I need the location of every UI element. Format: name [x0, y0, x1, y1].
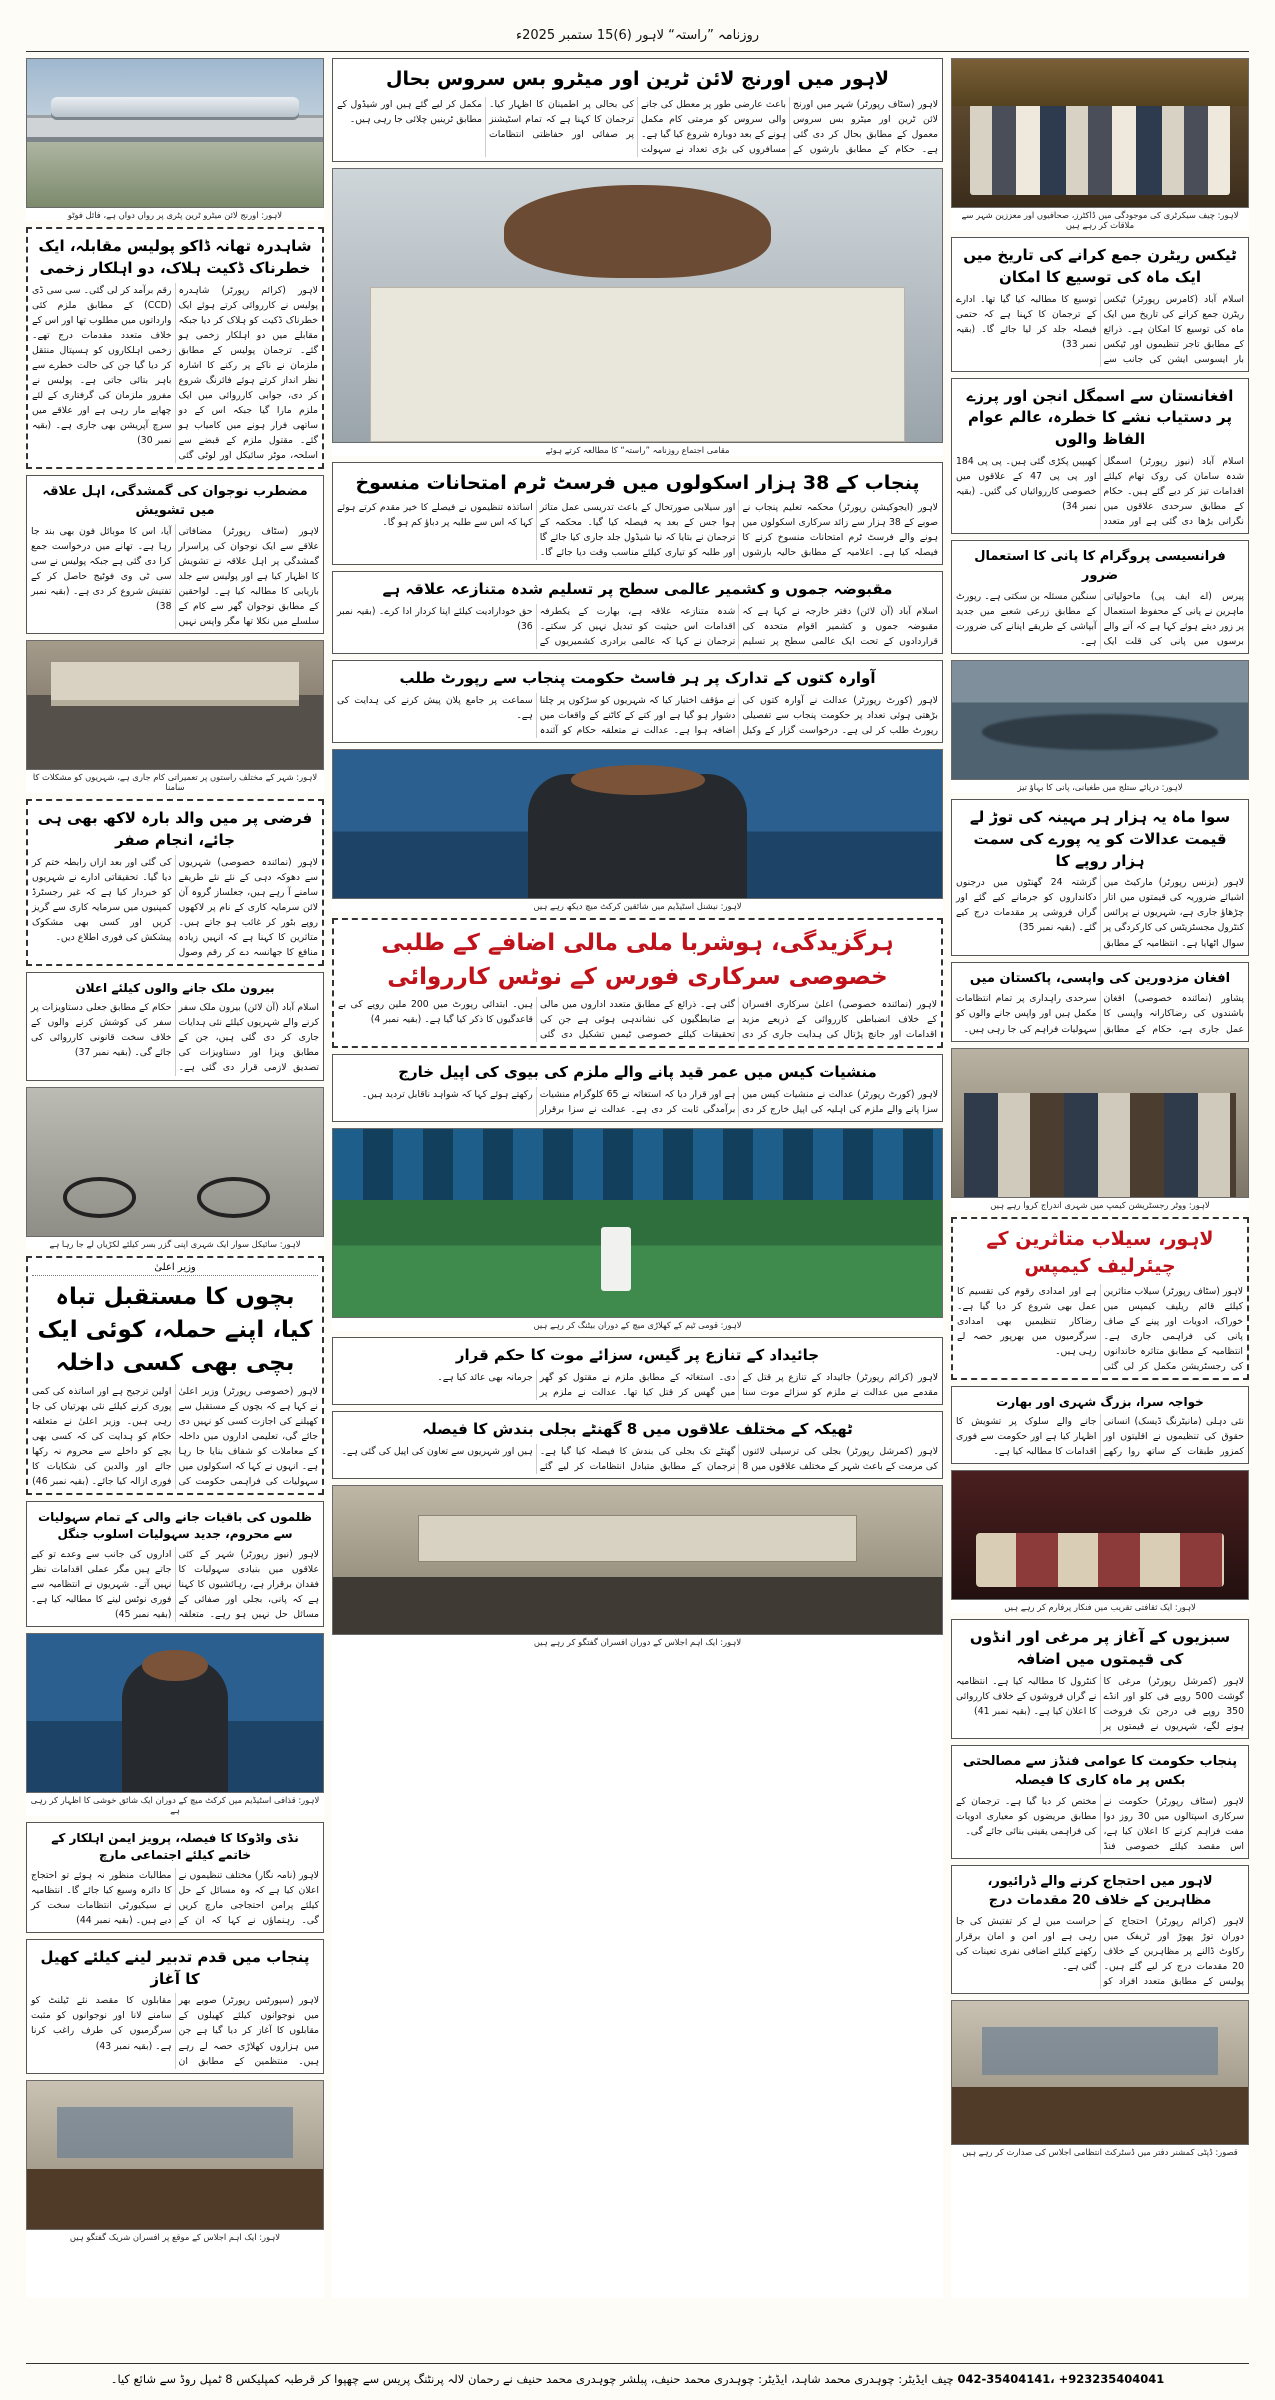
photo-caption: لاہور: ایک اہم اجلاس کے موقع پر افسران شریک گفتگو ہیں: [69, 2231, 281, 2242]
footer: [26, 2363, 1249, 2386]
left-story-travel: [26, 972, 324, 1081]
article-body: لاہور (سٹاف رپورٹر) شہر میں اورنج لائن ٹرین اور میٹرو بس سروس معمول کے مطابق بحال کر دی گئی ہے۔ حکام کے مطابق بارشوں کے باعث عارضی طور پر معطل کی جانے والی سروس کو مرمتی کام مکمل ہونے کے بعد دوبارہ شروع کیا گیا ہے۔ مسافروں کی بڑی تعداد نے سہولت کی بحالی پر اطمینان کا اظہار کیا۔ ترجمان کا کہنا ہے کہ تمام اسٹیشنز پر صفائی اور حفاظتی انتظامات مکمل کر لیے گئے ہیں اور شیڈول کے مطابق ٹرینیں چلائی جا رہی ہیں۔: [337, 98, 938, 155]
center-story-kashmir: [332, 571, 943, 654]
left-photo-2-block: [26, 640, 324, 793]
masthead: روزنامہ ”راستہ“ لاہور (6)15 ستمبر 2025ء: [515, 28, 760, 43]
right-photo-5-block: [951, 2000, 1249, 2298]
right-photo-4-block: [951, 1470, 1249, 1613]
photo-conference-room: [26, 2080, 324, 2230]
photo-caption: لاہور: شہر کے مختلف راستوں پر تعمیراتی کام جاری ہے، شہریوں کو مشکلات کا سامنا: [32, 772, 318, 793]
right-story-6: [951, 1386, 1249, 1465]
article-body: اسلام آباد (نیوز رپورٹر) اسمگل شدہ سامان کی روک تھام کیلئے اقدامات تیز کر دیے گئے ہیں۔ حکام کے مطابق سرحدی علاقوں میں نگرانی بڑھا دی گئی ہے اور متعدد کھیپیں پکڑی گئی ہیں۔ پی پی 184 اور پی پی 47 کے علاقوں میں خصوصی کارروائیاں کی گئیں۔ (بقیہ نمبر 34): [956, 455, 1244, 528]
article-body: لاہور (کمرشل رپورٹر) بجلی کی ترسیلی لائنوں کی مرمت کے باعث شہر کے مختلف علاقوں میں 8 گھنٹے تک بجلی کی بندش کا فیصلہ کیا گیا ہے۔ ترجمان کے مطابق متبادل انتظامات کر لیے گئے ہیں اور شہریوں سے تعاون کی اپیل کی گئی ہے۔: [341, 1445, 938, 1472]
left-photo-5-block: [26, 2080, 324, 2298]
photo-stadium-spectator: [26, 1633, 324, 1793]
article-body: لاہور (سٹاف رپورٹر) سیلاب متاثرین کیلئے قائم ریلیف کیمپس میں خوراک، ادویات اور پینے کے صاف پانی کی فراہمی جاری ہے۔ انتظامیہ کے مطابق متاثرہ خاندانوں کی رجسٹریشن مکمل کر لی گئی ہے اور امدادی رقوم کی تقسیم کا عمل بھی شروع کر دیا گیا ہے۔ رضاکار تنظیمیں بھی امدادی سرگرمیوں میں بھرپور حصہ لے رہی ہیں۔: [957, 1285, 1243, 1372]
headline: بیرون ملک جانے والوں کیلئے اعلان: [75, 980, 275, 995]
center-story-appeal: [332, 1054, 943, 1122]
photo-flood: [951, 660, 1249, 780]
photo-cricket-match: [332, 1128, 943, 1318]
left-story-sports: [26, 1939, 324, 2074]
page-grid: [26, 58, 1249, 2298]
center-story-verdict: [332, 1337, 943, 1405]
headline: پنجاب کے 38 ہزار اسکولوں میں فرسٹ ٹرم امتحانات منسوخ: [355, 471, 920, 494]
article-body: لاہور (نامہ نگار) مختلف تنظیموں نے اعلان کیا ہے کہ وہ مسائل کے حل کیلئے پرامن احتجاجی مارچ کریں گی۔ رہنماؤں نے کہا کہ ان کے مطالبات منظور نہ ہوئے تو احتجاج کا دائرہ وسیع کیا جائے گا۔ انتظامیہ نے سیکیورٹی انتظامات سخت کر دیے ہیں۔ (بقیہ نمبر 44): [31, 1869, 319, 1926]
center-photo-2-block: [332, 749, 943, 912]
article-body: لاہور (خصوصی رپورٹر) وزیر اعلیٰ نے کہا ہے کہ بچوں کے مستقبل سے کھیلنے کی اجازت کسی کو نہیں دی جائے گی، تعلیمی اداروں میں داخلہ کے معاملات کو شفاف بنایا جا رہا ہے۔ انہوں نے کہا کہ اسکولوں میں سہولیات کی فراہمی حکومت کی اولین ترجیح ہے اور اساتذہ کی کمی پوری کرنے کیلئے نئی بھرتیاں کی جا رہی ہیں۔ وزیر اعلیٰ نے متعلقہ حکام کو ہدایت کی کہ کسی بھی بچے کو داخلے سے محروم نہ رکھا جائے اور والدین کی شکایات کا فوری ازالہ کیا جائے۔ (بقیہ نمبر 46): [32, 1385, 318, 1487]
column-center: [332, 58, 943, 2298]
photo-district-meeting: [951, 2000, 1249, 2145]
article-body: لاہور (بزنس رپورٹر) مارکیٹ میں اشیائے ضروریہ کی قیمتوں میں اتار چڑھاؤ جاری ہے، شہریوں نے پرائس کنٹرول مجسٹریٹس کی کارکردگی پر سوال اٹھایا ہے۔ انتظامیہ کے مطابق گزشتہ 24 گھنٹوں میں درجنوں دکانداروں کو جرمانے کیے گئے اور گراں فروشی پر مقدمات درج کیے گئے۔ (بقیہ نمبر 35): [956, 877, 1244, 949]
photo-cyclist-firewood: [26, 1087, 324, 1237]
article-body: لاہور (ایجوکیشن رپورٹر) محکمہ تعلیم پنجاب نے صوبے کے 38 ہزار سے زائد سرکاری اسکولوں میں ہونے والے فرسٹ ٹرم امتحانات منسوخ کرنے کا فیصلہ کیا ہے۔ اعلامیہ کے مطابق حالیہ بارشوں اور سیلابی صورتحال کے باعث تدریسی عمل متاثر ہوا جس کے بعد یہ فیصلہ کیا گیا۔ محکمہ کے ترجمان نے بتایا کہ نیا شیڈول جلد جاری کیا جائے گا اور طلبہ کو تیاری کیلئے مناسب وقت دیا جائے گا۔ اساتذہ تنظیموں نے فیصلے کا خیر مقدم کرتے ہوئے کہا کہ اس سے طلبہ پر دباؤ کم ہو گا۔: [337, 502, 938, 559]
photo-caption: لاہور: سائیکل سوار ایک شہری اپنی گزر بسر کیلئے لکڑیاں لے جا رہا ہے: [49, 1238, 301, 1249]
photo-caption: مقامی اجتماع روزنامہ ”راستہ“ کا مطالعہ کرتے ہوئے: [545, 444, 730, 455]
left-lead-story: [26, 1256, 324, 1495]
right-photo-3-block: [951, 1048, 1249, 1211]
photo-registration-camp: [951, 1048, 1249, 1198]
right-photo-1-block: [951, 58, 1249, 231]
article-body: اسلام آباد (آن لائن) بیرون ملک سفر کرنے والے شہریوں کیلئے نئی ہدایات جاری کر دی گئی ہیں، جن کے مطابق ویزا اور دستاویزات کی تصدیق لازمی قرار دی گئی ہے۔ حکام کے مطابق جعلی دستاویزات پر سفر کی کوشش کرنے والوں کے خلاف سخت قانونی کارروائی کی جائے گی۔ (بقیہ نمبر 37): [31, 1002, 319, 1074]
center-lead-story: [332, 918, 943, 1048]
article-body: لاہور (نمائندہ خصوصی) اعلیٰ سرکاری افسران کے خلاف انضباطی کارروائی کے ذریعے مزید اقدامات اور جانچ پڑتال کی ہدایت جاری کر دی گئی ہے۔ ذرائع کے مطابق متعدد اداروں میں مالی بے ضابطگیوں کی نشاندہی ہوئی ہے جن کی تحقیقات کیلئے خصوصی ٹیمیں تشکیل دی گئی ہیں۔ ابتدائی رپورٹ میں 200 ملین روپے کی بے قاعدگیوں کا ذکر کیا گیا ہے۔ (بقیہ نمبر 4): [338, 998, 937, 1041]
headline: آوارہ کتوں کے تدارک پر ہر فاسٹ حکومت پنجاب سے رپورٹ طلب: [399, 669, 876, 688]
right-photo-2-block: [951, 660, 1249, 793]
left-story-march: [26, 1822, 324, 1933]
right-story-1: [951, 237, 1249, 372]
column-left: [26, 58, 324, 2298]
headline: بچوں کا مستقبل تباہ کیا، اپنے حملہ، کوئی ایک بچی بھی کسی داخلہ: [37, 1283, 313, 1377]
photo-meeting: [951, 58, 1249, 208]
right-story-3: [951, 540, 1249, 654]
photo-caption: لاہور: قذافی اسٹیڈیم میں کرکٹ میچ کے دوران ایک شائق خوشی کا اظہار کر رہی ہے: [30, 1794, 320, 1815]
center-story-power: [332, 1411, 943, 1479]
headline: مقبوضہ جموں و کشمیر عالمی سطح پر تسلیم شدہ متنازعہ علاقہ ہے: [382, 580, 893, 599]
article-body: لاہور (نیوز رپورٹر) شہر کے کئی علاقوں میں بنیادی سہولیات کا فقدان برقرار ہے، رہائشیوں کا کہنا ہے کہ پانی، بجلی اور صفائی کے مسائل حل نہیں ہو رہے۔ متعلقہ اداروں کی جانب سے وعدے تو کیے جاتے ہیں مگر عملی اقدامات نظر نہیں آتے۔ شہریوں نے انتظامیہ سے فوری نوٹس لینے کا مطالبہ کیا ہے۔ (بقیہ نمبر 45): [31, 1548, 319, 1620]
article-body: لاہور (کورٹ رپورٹر) عدالت نے آوارہ کتوں کی بڑھتی ہوئی تعداد پر حکومت پنجاب سے تفصیلی رپورٹ طلب کر لی ہے۔ درخواست گزار کے وکیل نے مؤقف اختیار کیا کہ شہریوں کو سڑکوں پر چلنا دشوار ہو گیا ہے اور کتے کے کاٹنے کے واقعات میں اضافہ ہوا ہے۔ عدالت نے متعلقہ حکام کو آئندہ سماعت پر جامع پلان پیش کرنے کی ہدایت کی ہے۔: [337, 695, 938, 737]
headline: سبزیوں کے آغاز پر مرغی اور انڈوں کی قیمتوں میں اضافہ: [969, 1628, 1231, 1669]
column-right: [951, 58, 1249, 2298]
headline: مضطرب نوجوان کی گمشدگی، اہل علاقہ میں تشویش: [42, 484, 308, 518]
headline: خواجہ سرا، بزرگ شہری اور بھارت: [996, 1394, 1204, 1409]
left-photo-4-block: [26, 1633, 324, 1816]
photo-underpass-construction: [26, 640, 324, 770]
headline: پنجاب میں قدم تدبیر لینے کیلئے کھیل کا آغاز: [40, 1947, 310, 1988]
photo-caption: لاہور: ووٹر رجسٹریشن کیمپ میں شہری اندراج کروا رہے ہیں: [990, 1199, 1210, 1210]
headline: ظلموں کی باقیات جانے والی کے تمام سہولیات سے محروم، جدید سہولیات اسلوب جنگل: [38, 1509, 312, 1542]
footer-credit: چیف ایڈیٹر: چوہدری محمد شاہد، ایڈیٹر: چوہدری محمد حنیف، پبلشر چوہدری محمد حنیف نے رحمان لالہ پرنٹنگ پریس سے چھپوا کر قرطبہ کمپلیکس 8 ٹمپل روڈ سے شائع کیا۔: [110, 2372, 954, 2386]
photo-reader-with-newspaper: [332, 168, 943, 443]
center-photo-3-block: [332, 1128, 943, 1331]
headline: ہرگزیدگی، ہوشربا ملی مالی اضافے کے طلبی خصوصی سرکاری فورس کے نوٹس کارروائی: [381, 930, 894, 990]
headline: نڈی واڈوکا کا فیصلہ، پرویز ایمن اہلکار کے خاتمے کیلئے اجتماعی مارچ: [51, 1830, 299, 1863]
headline: لاہور میں احتجاج کرنے والے ڈرائیور، مظاہرین کے خلاف 20 مقدمات درج: [987, 1874, 1213, 1908]
center-photo-1-block: [332, 168, 943, 456]
article-body: نئی دہلی (مانیٹرنگ ڈیسک) انسانی حقوق کی تنظیموں نے اقلیتوں اور کمزور طبقات کے ساتھ روا رکھے جانے والے سلوک پر تشویش کا اظہار کیا ہے اور حکومت سے فوری اقدامات کا مطالبہ کیا ہے۔: [956, 1416, 1244, 1458]
center-photo-4-block: [332, 1485, 943, 2298]
masthead-rule: [26, 51, 1249, 52]
photo-caption: لاہور: ایک ثقافتی تقریب میں فنکار پرفارم کر رہے ہیں: [1004, 1602, 1196, 1613]
photo-office-meeting: [332, 1485, 943, 1635]
headline: پنجاب حکومت کا عوامی فنڈز سے مصالحتی بکس پر ماہ کاری کا فیصلہ: [962, 1754, 1238, 1788]
article-body: لاہور (کرائم رپورٹر) شاہدرہ پولیس نے کارروائی کرتے ہوئے ایک خطرناک ڈکیت کو ہلاک کر دیا جبکہ مقابلے میں دو اہلکار زخمی ہو گئے۔ ترجمان پولیس کے مطابق ملزمان نے ناکے پر رکنے کا اشارہ نظر انداز کرتے ہوئے فائرنگ شروع کر دی، جوابی کارروائی میں ایک ملزم مارا گیا جبکہ اس کے دو ساتھی فرار ہونے میں کامیاب ہو گئے۔ مقتول ملزم کے قبضے سے اسلحہ، موٹر سائیکل اور لوٹی گئی رقم برآمد کر لی گئی۔ سی سی ڈی (CCD) کے مطابق ملزم کئی وارداتوں میں مطلوب تھا اور اس کے خلاف متعدد مقدمات درج تھے۔ زخمی اہلکاروں کو ہسپتال منتقل کر دیا گیا جن کی حالت خطرے سے باہر بتائی جاتی ہے۔ پولیس نے مفرور ملزمان کی گرفتاری کے لئے چھاپے مار رہی ہے اور علاقے میں سرچ آپریشن بھی جاری ہے۔ (بقیہ نمبر 30): [32, 284, 318, 462]
headline: شاہدرہ تھانہ ڈاکو پولیس مقابلہ، ایک خطرناک ڈکیت ہلاک، دو اہلکار زخمی: [38, 237, 312, 277]
left-story-encounter: [26, 227, 324, 469]
right-story-4: [951, 799, 1249, 955]
headline: منشیات کیس میں عمر قید پانے والے ملزم کی بیوی کی اپیل خارج: [398, 1063, 877, 1082]
footer-phones: 042-35404141، +923235404041: [957, 2372, 1165, 2386]
headline: افغان مزدورین کی واپسی، پاکستان میں: [969, 970, 1231, 986]
headline: لاہور میں اورنج لائن ٹرین اور میٹرو بس سروس بحال: [385, 68, 890, 90]
photo-caption: لاہور: اورنج لائن میٹرو ٹرین پٹری پر رواں دواں ہے، فائل فوٹو: [67, 210, 283, 220]
center-story-dogs: [332, 660, 943, 743]
article-body: لاہور (سٹاف رپورٹر) حکومت نے سرکاری اسپتالوں میں 30 روز دوا مفت فراہم کرنے کا اعلان کیا ہے، اس مقصد کیلئے خصوصی فنڈ مختص کر دیا گیا ہے۔ ترجمان کے مطابق مریضوں کو معیاری ادویات کی فراہمی یقینی بنائی جائے گی۔: [956, 1795, 1245, 1852]
headline: ٹھیکہ کے مختلف علاقوں میں 8 گھنٹے بجلی بندش کا فیصلہ: [422, 1419, 853, 1438]
article-body: پیرس (اے ایف پی) ماحولیاتی ماہرین نے پانی کے محفوظ استعمال پر زور دیتے ہوئے کہا ہے کہ آنے والے برسوں میں پانی کی قلت ایک سنگین مسئلہ بن سکتی ہے۔ رپورٹ کے مطابق زرعی شعبے میں جدید آبپاشی کے طریقے اپنانے کی ضرورت ہے۔: [956, 590, 1244, 648]
headline: فرانسیسی پروگرام کا پانی کا استعمال ضرور: [974, 549, 1226, 584]
headline: افغانستان سے اسمگل انجن اور پرزے پر دستیاب نشے کا خطرہ، عالم عوام الفاظ والوں: [966, 386, 1234, 449]
headline: ٹیکس ریٹرن جمع کرانے کی تاریخ میں ایک ماہ کی توسیع کا امکان: [963, 246, 1237, 286]
article-body: اسلام آباد (آن لائن) دفتر خارجہ نے کہا ہے کہ مقبوضہ جموں و کشمیر اقوام متحدہ کی قراردادوں کے تحت ایک عالمی سطح پر تسلیم شدہ متنازعہ علاقہ ہے، بھارت کے یکطرفہ اقدامات اس حیثیت کو تبدیل نہیں کر سکتے۔ ترجمان نے کہا کہ عالمی برادری کشمیریوں کے حق خودارادیت کیلئے اپنا کردار ادا کرے۔ (بقیہ نمبر 36): [337, 606, 938, 648]
article-body: لاہور (کرائم رپورٹر) جائیداد کے تنازع پر قتل کے مقدمے میں عدالت نے ملزم کو سزائے موت سنا دی۔ استغاثہ کے مطابق ملزم نے مقتول کو گھر میں گھس کر قتل کیا تھا۔ عدالت نے ملزم پر جرمانہ بھی عائد کیا ہے۔: [437, 1371, 938, 1398]
right-story-2: [951, 378, 1249, 534]
article-body: اسلام آباد (کامرس رپورٹر) ٹیکس ریٹرن جمع کرانے کی تاریخ میں ایک ماہ کی توسیع کا امکان ہے۔ ذرائع کے مطابق تاجر تنظیموں اور ٹیکس بار ایسوسی ایشن کی جانب سے توسیع کا مطالبہ کیا گیا تھا۔ ادارے کے ترجمان کا کہنا ہے کہ حتمی فیصلہ جلد کر لیا جائے گا۔ (بقیہ نمبر 33): [956, 293, 1244, 365]
article-body: لاہور (کمرشل رپورٹر) مرغی کا گوشت 500 روپے فی کلو اور انڈے 350 روپے فی درجن تک فروخت ہونے لگے، شہریوں نے قیمتوں پر کنٹرول کا مطالبہ کیا ہے۔ انتظامیہ نے گراں فروشوں کے خلاف کارروائی کا اعلان کیا ہے۔ (بقیہ نمبر 41): [956, 1675, 1244, 1733]
photo-caption: لاہور: ایک اہم اجلاس کے دوران افسران گفتگو کر رہے ہیں: [533, 1636, 742, 1647]
right-story-7: [951, 1619, 1249, 1739]
article-body: لاہور (نمائندہ خصوصی) شہریوں سے دھوکہ دہی کے نئے نئے طریقے سامنے آ رہے ہیں، جعلساز گروہ آن لائن سرمایہ کاری کے نام پر لاکھوں روپے بٹور کر غائب ہو جاتے ہیں۔ متاثرین کا کہنا ہے کہ انہیں زیادہ منافع کا جھانسہ دے کر رقم وصول کی گئی اور بعد ازاں رابطہ ختم کر دیا گیا۔ تحقیقاتی ادارے نے شہریوں کو خبردار کیا ہے کہ غیر رجسٹرڈ کمپنیوں میں سرمایہ کاری سے گریز کریں اور کسی بھی مشکوک پیشکش کی فوری اطلاع دیں۔: [32, 856, 318, 958]
left-story-missing: [26, 475, 324, 634]
photo-orange-line-metro: [26, 58, 324, 208]
left-photo-1-block: [26, 58, 324, 221]
headline: سوا ماہ یہ ہزار ہر مہینہ کی توڑ لے قیمت عدالات کو یہ پورے کی سمت ہزار روپے کا: [969, 808, 1231, 870]
headline: فرضی پر میں والد بارہ لاکھ بھی ہی جائے، انجام صفر: [37, 809, 313, 849]
photo-caption: لاہور: دریائے ستلج میں طغیانی، پانی کا بہاؤ تیز: [1017, 782, 1183, 793]
center-top-story: [332, 58, 943, 162]
left-photo-3-block: [26, 1087, 324, 1250]
center-story-exams: [332, 462, 943, 566]
article-body: لاہور (سٹاف رپورٹر) مضافاتی علاقے سے ایک نوجوان کی پراسرار گمشدگی پر اہل علاقہ نے تشویش کا اظہار کیا ہے اور پولیس سے جلد بازیابی کا مطالبہ کیا ہے۔ لواحقین کے مطابق نوجوان گھر سے کام کے سلسلے میں نکلا تھا مگر واپس نہیں آیا، اس کا موبائل فون بھی بند جا رہا ہے۔ تھانے میں درخواست جمع کرا دی گئی ہے جبکہ پولیس نے سی سی ٹی وی فوٹیج حاصل کر کے تفتیش شروع کر دی ہے۔ (بقیہ نمبر 38): [31, 525, 319, 628]
headline: جائیداد کے تنازع پر گیس، سزائے موت کا حکم قرار: [455, 1345, 820, 1364]
right-story-9: [951, 1865, 1249, 1994]
right-story-8: [951, 1745, 1249, 1859]
article-body: لاہور (سپورٹس رپورٹر) صوبے بھر میں نوجوانوں کیلئے کھیلوں کے مقابلوں کا آغاز کر دیا گیا ہے جن میں ہزاروں کھلاڑی حصہ لے رہے ہیں۔ منتظمین کے مطابق ان مقابلوں کا مقصد نئے ٹیلنٹ کو سامنے لانا اور نوجوانوں کو مثبت سرگرمیوں کی طرف راغب کرنا ہے۔ (بقیہ نمبر 43): [31, 1995, 319, 2067]
photo-stage-performance: [951, 1470, 1249, 1600]
kicker-label: وزیر اعلیٰ: [32, 1262, 318, 1276]
photo-stadium-crowd: [332, 749, 943, 899]
article-body: پشاور (نمائندہ خصوصی) افغان باشندوں کی رضاکارانہ واپسی کا عمل جاری ہے، حکام کے مطابق سرحدی راہداری پر تمام انتظامات مکمل ہیں اور واپس جانے والوں کو سہولیات فراہم کی جا رہی ہیں۔: [956, 993, 1244, 1035]
article-body: لاہور (کورٹ رپورٹر) عدالت نے منشیات کیس میں سزا پانے والے ملزم کی اہلیہ کی اپیل خارج کر دی ہے اور قرار دیا کہ استغاثہ نے 65 کلوگرام منشیات برآمدگی ثابت کر دی ہے۔ عدالت نے سزا برقرار رکھتے ہوئے کہا کہ شواہد ناقابل تردید ہیں۔: [361, 1088, 938, 1115]
article-body: لاہور (کرائم رپورٹر) احتجاج کے دوران توڑ پھوڑ اور ٹریفک میں رکاوٹ ڈالنے پر مظاہرین کے خلاف 20 مقدمات درج کر لیے گئے ہیں۔ پولیس کے مطابق متعدد افراد کو حراست میں لے کر تفتیش کی جا رہی ہے اور امن و امان برقرار رکھنے کیلئے اضافی نفری تعینات کی گئی ہے۔: [956, 1915, 1244, 1987]
left-story-fraud: [26, 799, 324, 966]
left-story-facilities: [26, 1501, 324, 1627]
photo-caption: لاہور: قومی ٹیم کے کھلاڑی میچ کے دوران بیٹنگ کر رہے ہیں: [533, 1319, 742, 1330]
photo-caption: قصور: ڈپٹی کمشنر دفتر میں ڈسٹرکٹ انتظامی اجلاس کی صدارت کر رہے ہیں: [962, 2146, 1238, 2157]
photo-caption: لاہور: چیف سیکرٹری کی موجودگی میں ڈاکٹرز، صحافیوں اور معززین شہر سے ملاقات کر رہے ہیں: [961, 210, 1239, 230]
headline: لاہور، سیلاب متاثرین کے چیئرلیف کیمپس: [986, 1227, 1214, 1278]
right-story-5: [951, 962, 1249, 1042]
right-lead-story: [951, 1217, 1249, 1380]
photo-caption: لاہور: نیشنل اسٹیڈیم میں شائقین کرکٹ میچ دیکھ رہے ہیں: [533, 901, 742, 912]
